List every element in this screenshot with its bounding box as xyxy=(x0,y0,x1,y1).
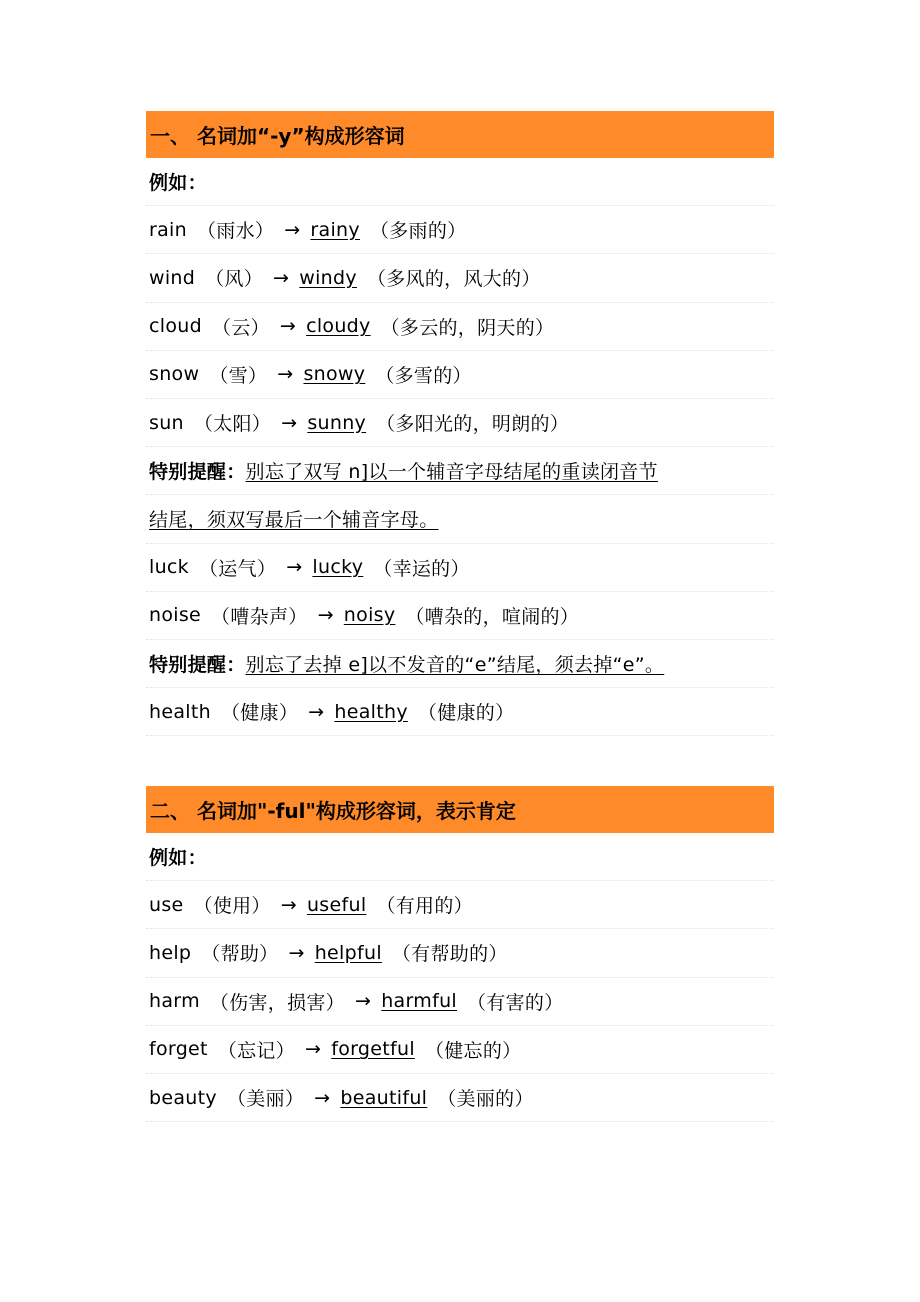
reminder-label: 特别提醒： xyxy=(149,653,246,676)
adjective-word: beautiful xyxy=(340,1086,428,1109)
word-row xyxy=(146,399,774,447)
adjective-word: rainy xyxy=(310,218,360,241)
adjective-word: snowy xyxy=(303,363,366,386)
arrow-icon: → xyxy=(354,990,372,1013)
adjective-translation: （嘈杂的，喧闹的） xyxy=(405,605,580,628)
noun-word: noise xyxy=(149,604,202,627)
noun-translation: （使用） xyxy=(193,895,271,918)
adjective-word: useful xyxy=(306,893,367,916)
adjective-translation: （多雪的） xyxy=(375,364,472,387)
word-row xyxy=(146,929,774,977)
adjective-translation: （有帮助的） xyxy=(391,943,508,966)
arrow-icon: → xyxy=(308,700,325,723)
noun-word: luck xyxy=(149,556,189,579)
arrow-icon: → xyxy=(317,604,334,627)
adjective-word: helpful xyxy=(314,941,382,964)
example-label: 例如： xyxy=(146,833,774,881)
noun-translation: （运气） xyxy=(198,557,277,580)
arrow-icon: → xyxy=(273,266,290,289)
adjective-translation: （多阳光的，明朗的） xyxy=(376,413,570,436)
reminder-label: 特别提醒： xyxy=(149,461,246,484)
arrow-icon: → xyxy=(277,363,294,386)
arrow-icon: → xyxy=(288,941,305,964)
word-row xyxy=(146,1026,774,1074)
reminder-text: 别忘了去掉 e]以不发音的“e”结尾，须去掉“e”。 xyxy=(245,653,665,676)
word-row xyxy=(146,1074,774,1122)
noun-word: use xyxy=(149,893,184,916)
noun-translation: （嘈杂声） xyxy=(211,605,308,628)
reminder-text: 别忘了双写 n]以一个辅音字母结尾的重读闭音节 xyxy=(245,461,658,484)
arrow-icon: → xyxy=(280,893,297,916)
noun-word: sun xyxy=(149,411,184,434)
adjective-translation: （有害的） xyxy=(467,991,564,1014)
adjective-word: lucky xyxy=(312,556,364,579)
adjective-translation: （多雨的） xyxy=(369,220,467,243)
word-row xyxy=(146,544,774,592)
noun-word: wind xyxy=(149,266,196,289)
noun-word: beauty xyxy=(149,1086,217,1109)
word-row xyxy=(146,206,774,254)
word-row xyxy=(146,303,774,351)
arrow-icon: → xyxy=(279,315,297,338)
adjective-translation: （美丽的） xyxy=(437,1088,534,1111)
noun-word: harm xyxy=(149,990,200,1013)
adjective-translation: （健康的） xyxy=(417,702,515,725)
example-label: 例如： xyxy=(146,158,774,206)
word-row xyxy=(146,978,774,1026)
word-row xyxy=(146,688,774,736)
noun-translation: （雨水） xyxy=(196,220,275,243)
adjective-translation: （健忘的） xyxy=(424,1039,522,1062)
noun-translation: （云） xyxy=(211,316,270,339)
noun-translation: （风） xyxy=(205,268,264,291)
noun-translation: （太阳） xyxy=(193,413,272,436)
word-row xyxy=(146,254,774,302)
section-header: 一、 名词加“-y”构成形容词 xyxy=(146,111,774,158)
noun-translation: （帮助） xyxy=(201,943,279,966)
arrow-icon: → xyxy=(314,1086,331,1109)
noun-translation: （健康） xyxy=(220,702,299,725)
noun-word: rain xyxy=(149,218,187,241)
adjective-word: cloudy xyxy=(306,315,371,338)
arrow-icon: → xyxy=(286,556,303,579)
adjective-word: windy xyxy=(299,266,357,289)
adjective-word: healthy xyxy=(334,700,408,723)
adjective-translation: （有用的） xyxy=(376,895,473,918)
noun-word: help xyxy=(149,941,192,964)
arrow-icon: → xyxy=(305,1038,322,1061)
word-row xyxy=(146,592,774,640)
adjective-translation: （多云的，阴天的） xyxy=(380,316,555,339)
section-ful-suffix xyxy=(146,786,774,1122)
noun-word: health xyxy=(149,700,211,723)
noun-translation: （雪） xyxy=(209,364,268,387)
reminder-text: 结尾，须双写最后一个辅音字母。 xyxy=(149,509,439,532)
section-header: 二、 名词加"-ful"构成形容词，表示肯定 xyxy=(146,786,774,833)
arrow-icon: → xyxy=(281,411,298,434)
noun-word: snow xyxy=(149,363,200,386)
noun-translation: （美丽） xyxy=(226,1088,305,1111)
adjective-word: noisy xyxy=(343,604,396,627)
adjective-translation: （多风的，风大的） xyxy=(366,268,541,291)
adjective-word: harmful xyxy=(381,990,457,1013)
section-y-suffix xyxy=(146,111,774,736)
adjective-word: sunny xyxy=(307,411,367,434)
word-row xyxy=(146,351,774,399)
noun-translation: （伤害，损害） xyxy=(209,991,345,1014)
noun-word: cloud xyxy=(149,315,202,338)
reminder-line xyxy=(146,640,774,688)
noun-word: forget xyxy=(149,1038,208,1061)
reminder-line xyxy=(146,447,774,495)
adjective-translation: （幸运的） xyxy=(373,557,470,580)
adjective-word: forgetful xyxy=(331,1038,415,1061)
noun-translation: （忘记） xyxy=(217,1039,295,1062)
arrow-icon: → xyxy=(284,218,301,241)
reminder-line-continued xyxy=(146,495,774,543)
word-row xyxy=(146,881,774,929)
